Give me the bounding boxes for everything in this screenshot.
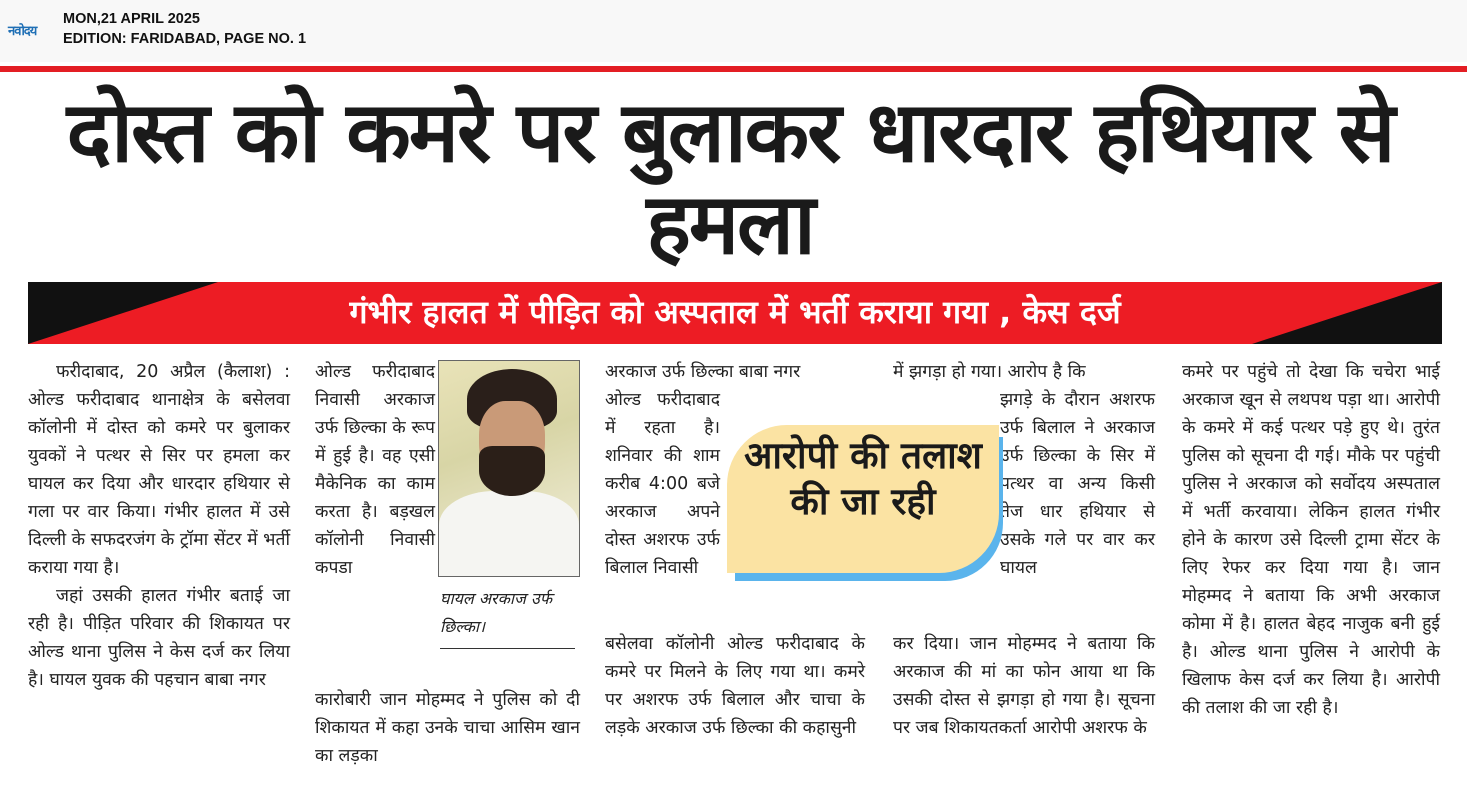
epaper-header <box>0 0 1467 62</box>
column-3-top: अरकाज उर्फ छिल्का बाबा नगर <box>605 362 801 382</box>
column-5: कमरे पर पहुंचे तो देखा कि चचेरा भाई अरकाज खून से लथपथ पड़ा था। आरोपी के कमरे में कई पत्थर पड़े हुए थे। तुरंत पुलिस को सूचना दी गई। मौके पर पहुंची पुलिस ने अरकाज को सर्वोदय अस्पताल में भर्ती करवाया। लेकिन हालत गंभीर होने के कारण उसे दिल्ली ट्रामा सेंटर के लिए रेफर कर दिया गया है। जान मोहम्मद ने बताया कि अभी अरकाज कोमा में है। हालत बेहद नाजुक बनी हुई है। ओल्ड थाना पुलिस ने आरोपी के खिलाफ केस दर्ज कर लिया है। आरोपी की तलाश की जा रही है। <box>1182 362 1440 718</box>
victim-photo <box>438 360 580 577</box>
newspaper-logo[interactable]: नवोदय <box>8 24 37 39</box>
subheadline-banner <box>28 282 1442 344</box>
photo-caption: घायल अरकाज उर्फ छिल्का। <box>440 589 553 636</box>
edition-info <box>63 9 306 49</box>
paragraph: जहां उसकी हालत गंभीर बताई जा रही है। पीड़ित परिवार की शिकायत पर ओल्ड थाना पुलिस ने केस दर्ज कर लिया है। घायल युवक की पहचान बाबा नगर <box>28 586 290 690</box>
edition-page: EDITION: FARIDABAD, PAGE NO. 1 <box>63 31 307 47</box>
column-3-bottom: बसेलवा कॉलोनी ओल्ड फरीदाबाद के कमरे पर मिलने के लिए गया था। कमरे पर अशरफ उर्फ बिलाल और चाचा के लड़के अरकाज उर्फ छिल्का की कहासुनी <box>605 634 865 738</box>
photo-beard <box>479 446 545 496</box>
column-1 <box>28 358 290 694</box>
column-4-top: में झगड़ा हो गया। आरोप है कि <box>893 362 1086 382</box>
column-4-narrow: झगड़े के दौरान अशरफ उर्फ बिलाल ने अरकाज उर्फ छिल्का के सिर में पत्थर वा अन्य किसी तेज धार हथियार से उसके गले पर वार कर घायल <box>1000 390 1155 578</box>
photo-shirt <box>439 491 579 576</box>
caption-rule <box>440 648 575 649</box>
article-headline: दोस्त को कमरे पर बुलाकर धारदार हथियार से हमला <box>66 82 1394 273</box>
red-divider <box>0 66 1467 72</box>
subheadline: गंभीर हालत में पीड़ित को अस्पताल में भर्ती कराया गया , केस दर्ज <box>349 293 1121 332</box>
pull-quote-callout: आरोपी की तलाश की जा रही <box>727 425 999 573</box>
column-3-narrow: ओल्ड फरीदाबाद में रहता है। शनिवार की शाम करीब 4:00 बजे अरकाज अपने दोस्त अशरफ उर्फ बिलाल निवासी <box>605 390 720 578</box>
column-2-narrow: ओल्ड फरीदाबाद निवासी अरकाज उर्फ छिल्का के रूप में हुई है। वह एसी मैकेनिक का काम करता है। बड़खल कॉलोनी निवासी कपडा <box>315 362 435 578</box>
paragraph: फरीदाबाद, 20 अप्रैल (कैलाश) : ओल्ड फरीदाबाद थानाक्षेत्र के बसेलवा कॉलोनी में दोस्त को कमरे पर बुलाकर युवकों ने पत्थर से सिर पर हमला कर घायल कर दिया और धारदार हथियार से गला पर वार किया। गंभीर हालत में उसे दिल्ली के सफदरजंग के ट्रॉमा सेंटर में भर्ती कराया गया है। <box>28 362 290 578</box>
edition-date: MON,21 APRIL 2025 <box>63 11 200 27</box>
column-4-bottom: कर दिया। जान मोहम्मद ने बताया कि अरकाज की मां का फोन आया था कि उसकी दोस्त से झगड़ा हो गया है। सूचना पर जब शिकायतकर्ता आरोपी अशरफ के <box>893 634 1155 738</box>
column-2-wide: कारोबारी जान मोहम्मद ने पुलिस को दी शिकायत में कहा उनके चाचा आसिम खान का लड़का <box>315 690 580 766</box>
